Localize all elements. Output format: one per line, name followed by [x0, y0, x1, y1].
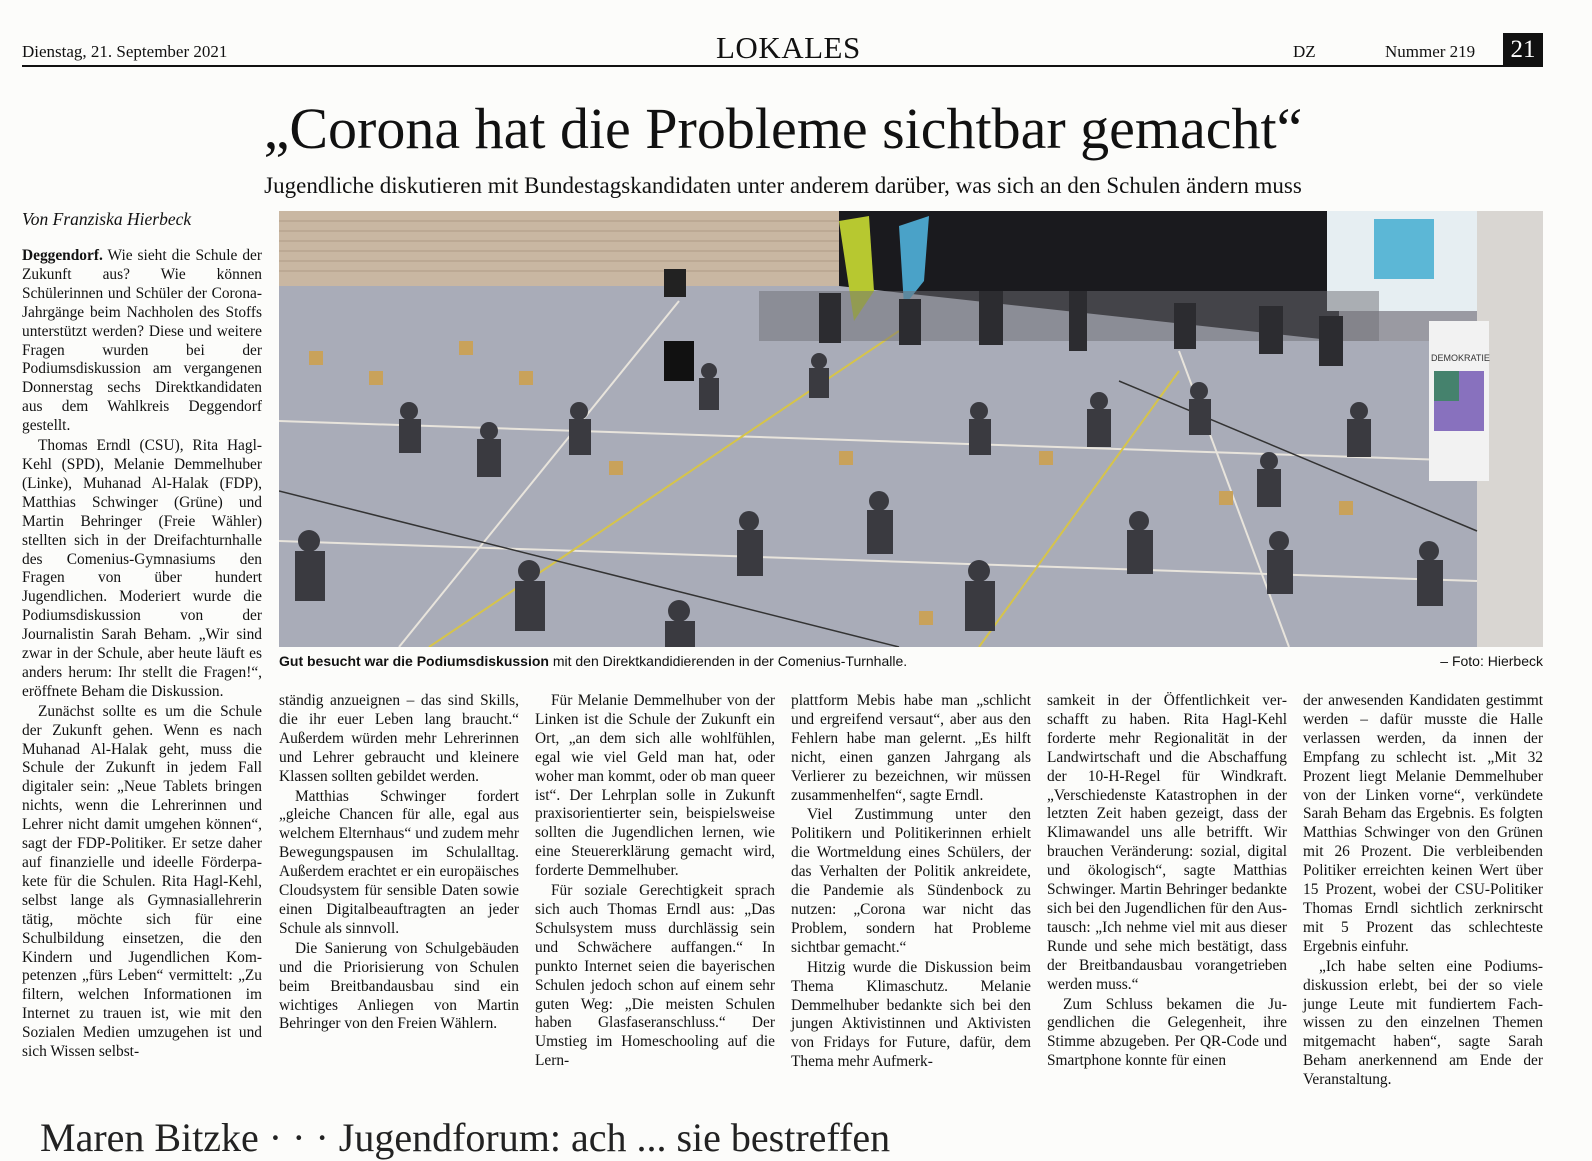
- issue-number: Nummer 219: [1385, 42, 1476, 61]
- paragraph: Für soziale Gerechtigkeit sprach sich auch Thomas Erndl aus: „Das Schulsystem muss durchlässig sein und Schwächere auffangen.“ In punkto Internet seien die bayerischen Schulen jedoch schon auf einem sehr guten Weg: „Die meisten Schulen haben Glasfaseranschluss.“ Der Umstieg im Homeschooling auf die Lern-: [535, 882, 775, 1070]
- paragraph: Hitzig wurde die Diskussion beim Thema Klimaschutz. Melanie Demmelhuber bedankte sich bei den jungen Aktivistinnen und Aktivisten von Fridays for Future, dafür, dem Thema mehr Aufmerk-: [791, 958, 1031, 1071]
- header-rule: [22, 65, 1543, 67]
- next-article-teaser: Maren Bitzke · · · Jugendforum: ach ... sie bestreffen: [40, 1115, 891, 1160]
- dateline: Deggendorf.: [22, 247, 103, 264]
- paragraph: Zunächst sollte es um die Schule der Zukunft gehen. Wenn es nach Muhanad Al-Halak geht, muss die Schule der Zukunft in jedem Fall digitaler sein: „Neue Tablets bringen nichts, wenn die Lehrerinnen und Lehrer nicht damit umgehen können“, sagt der FDP-Politiker. Er setze daher auf finanzielle und ideelle Förderpakete für die Schulen. Rita Hagl-Kehl, selbst lange als Gymnasiallehrerin tätig, möchte sich für eine Schulbildung einsetzen, die den Kindern und Jugendlichen Kompetenzen „fürs Leben“ vermittelt: „Zu filtern, welchen Informationen im Internet zu trauen ist, wie mit den Sozialen Medien umzugehen ist und sich Wissen selbst-: [22, 702, 262, 1061]
- article-column-2: [279, 692, 519, 1034]
- paragraph: „Ich habe selten eine Podiumsdiskussion erlebt, bei der so viele junge Leute mit fundiertem Fachwissen zu den einzelnen Themen mitgemacht haben“, sagte Sarah Beham anerkennend am Ende der Veranstaltung.: [1303, 957, 1543, 1089]
- article-headline: „Corona hat die Probleme sichtbar gemacht“: [263, 96, 1303, 161]
- caption-lead: Gut besucht war die Podiumsdiskussion: [279, 653, 549, 669]
- banner-text: DEMOKRATIE: [1431, 353, 1490, 363]
- article-column-4: [791, 692, 1031, 1072]
- paragraph: Matthias Schwinger fordert „gleiche Chancen für alle, egal aus welchem Elternhaus“ und zudem mehr Bewegungspausen im Schulalltag. Außerdem erachtet er ein europäisches Cloudsystem für sensible Daten sowie einen Digitalbeauftragten an jeder Schule als sinnvoll.: [279, 787, 519, 937]
- paragraph: Die Sanierung von Schulgebäuden und die Priorisierung von Schulen beim Breitbandausbau sind ein wichtiges Anliegen von Martin Behringer von den Freien Wählern.: [279, 939, 519, 1033]
- paragraph: Deggendorf. Wie sieht die Schule der Zukunft aus? Wie können Schülerinnen und Schüler der Corona-Jahrgänge beim Nachholen des Stoffs unterstützt werden? Diese und weitere Fragen wurden bei der Podiumsdiskussion am vergangenen Donnerstag sechs Direktkandidaten aus dem Wahlkreis Deggendorf gestellt.: [22, 247, 262, 435]
- article-column-6: [1303, 692, 1543, 1090]
- photo-credit: – Foto: Hierbeck: [1440, 653, 1543, 669]
- article-subheadline: Jugendliche diskutieren mit Bundestagskandidaten unter anderem darüber, was sich an den Schulen ändern muss: [264, 173, 1302, 198]
- paragraph: der anwesenden Kandidaten gestimmt werden – dafür musste die Halle verlassen werden, da innen der Empfang zu schlecht ist. „Mit 32 Prozent liegt Melanie Demmelhuber von der Linken vorne“, verkündete Sarah Beham das Ergebnis. Es folgten Matthias Schwinger von den Grünen mit 26 Prozent. Die verbleibenden Politiker erreichten keinen Wert über 15 Prozent, wobei der CSU-Politiker Thomas Erndl sichtlich zerknirscht mit 5 Prozent das schlechteste Ergebnis einfuhr.: [1303, 692, 1543, 955]
- paragraph: plattform Mebis habe man „schlicht und ergreifend versaut“, aber aus den Fehlern habe man gelernt. „Es hilft nicht, einen ganzen Jahrgang als Verlierer zu bezeichnen, wir müssen zusammenhelfen“, sagte Erndl.: [791, 692, 1031, 804]
- paragraph: samkeit in der Öffentlichkeit verschafft zu haben. Rita Hagl-Kehl forderte mehr Regionalität in der Landwirtschaft und die Abschaffung der 10-H-Regel für Windkraft. „Verschiedenste Katastrophen in der letzten Zeit haben gezeigt, dass der Klimawandel uns alle betrifft. Wir brauchen Veränderung: sozial, digital und ökologisch“, sagte Matthias Schwinger. Martin Behringer bedankte sich bei den Jugendlichen für den Austausch: „Ich nehme viel mit aus dieser Runde und sehe mich bestätigt, dass der Breitbandausbau vorangetrieben werden muss.“: [1047, 692, 1287, 993]
- paragraph: Thomas Erndl (CSU), Rita Hagl-Kehl (SPD), Melanie Demmelhuber (Linke), Muhanad Al-Halak (FDP), Matthias Schwinger (Grüne) und Martin Behringer (Freie Wähler) stellten sich in der Dreifachturnhalle des Comenius-Gymnasiums den Fragen von über hundert Jugendlichen. Moderiert wurde die Podiumsdiskussion von der Journalistin Sarah Beham. „Wir sind zwar in der Schule, aber heute läuft es anders herum: Ihr stellt die Fragen!“, eröffnete Beham die Diskussion.: [22, 437, 262, 700]
- paragraph: Viel Zustimmung unter den Politikern und Politikerinnen erhielt die Wortmeldung eines Schülers, der das Verhalten der Politik ankreidete, die Pandemie als Sündenbock zu nutzen: „Corona war nicht das Problem, sondern hat Probleme sichtbar gemacht.“: [791, 806, 1031, 956]
- paragraph: Für Melanie Demmelhuber von der Linken ist die Schule der Zukunft ein Ort, „an dem sich alle wohlfühlen, egal wie viel Geld man hat, oder woher man kommt, oder ob man queer ist“. Der Lehrplan solle in Zukunft praxisorientierter sein, beispielsweise sollten die Jugendlichen lernen, wie eine Steuererklärung gemacht wird, forderte Demmelhuber.: [535, 692, 775, 880]
- article-byline: Von Franziska Hierbeck: [22, 209, 192, 229]
- article-column-1: [22, 247, 262, 1062]
- caption-text: mit den Direktkandidierenden in der Comenius-Turnhalle.: [548, 653, 908, 669]
- paragraph: ständig anzueignen – das sind Skills, die ihr euer Leben lang braucht.“ Außerdem würden mehr Lehrerinnen und Lehrer gebraucht und kleinere Klassen sollten gebildet werden.: [279, 692, 519, 785]
- section-title: LOKALES: [716, 30, 861, 65]
- article-column-3: [535, 692, 775, 1071]
- paragraph: Zum Schluss bekamen die Jugendlichen die Gelegenheit, ihre Stimme abzugeben. Per QR-Code und Smartphone konnte für einen: [1047, 995, 1287, 1070]
- page-number: 21: [1503, 33, 1543, 67]
- newspaper-name: DZ: [1293, 42, 1316, 61]
- photo-caption: [279, 653, 1543, 669]
- article-column-5: [1047, 692, 1287, 1071]
- event-photo: [279, 211, 1543, 647]
- gym-scene-illustration: [279, 211, 1543, 647]
- issue-date: Dienstag, 21. September 2021: [22, 42, 228, 61]
